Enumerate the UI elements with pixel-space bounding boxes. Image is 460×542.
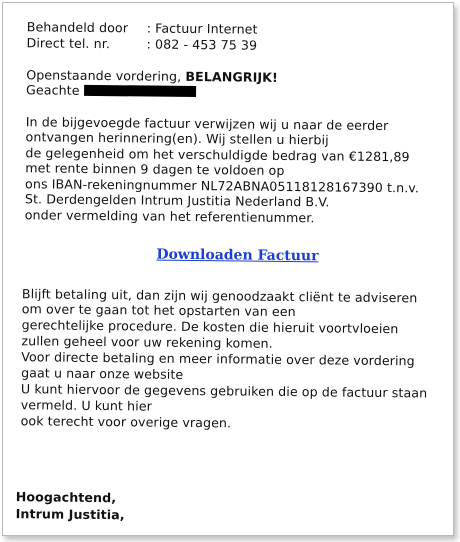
paragraph2-line: zullen geheel voor uw rekening komen.	[21, 333, 273, 351]
paragraph1-line: ons IBAN-rekeningnummer NL72ABNA05118128167390 t.n.v.	[25, 176, 420, 196]
paragraph2-line: vermeld. U kunt hier	[20, 397, 152, 414]
greeting-line	[26, 82, 196, 99]
letter-document	[2, 3, 453, 536]
subject-prefix: Openstaande vordering,	[26, 67, 182, 84]
paragraph2-line: U kunt hiervoor de gegevens gebruiken die op de factuur staan	[20, 381, 428, 401]
redacted-name	[84, 85, 196, 97]
paragraph1-line: onder vermelding van het referentienummer.	[24, 207, 315, 226]
paragraph1-line: ontvangen herinnering(en). Wij stellen u hierbij	[25, 129, 329, 148]
paragraph1-line: de gelegenheid om het verschuldigde bedrag van €1281,89	[25, 145, 410, 165]
paragraph1-line: St. Derdengelden Intrum Justitia Nederland B.V.	[24, 191, 330, 210]
paragraph2-line: Voor directe betaling en meer informatie over deze vordering	[21, 349, 415, 369]
handled-by-value: : Factuur Internet	[146, 20, 258, 37]
handled-by-label: Behandeld door	[26, 19, 129, 36]
paragraph2-line: gerechtelijke procedure. De kosten die hieruit voortvloeien	[21, 317, 399, 337]
direct-tel-label: Direct tel. nr.	[26, 35, 111, 52]
closing: Hoogachtend,	[15, 489, 117, 506]
paragraph2-line: om over te gaan tot het opstarten van een	[21, 301, 296, 320]
direct-tel-value: : 082 - 453 75 39	[146, 36, 258, 53]
download-invoice-link[interactable]: Downloaden Factuur	[156, 246, 319, 265]
signature: Intrum Justitia,	[15, 506, 125, 523]
paragraph2-line: gaat u naar onze website	[21, 365, 184, 382]
letter-frame	[2, 2, 454, 536]
paragraph2-line: ook terecht voor overige vragen.	[20, 413, 232, 431]
greeting: Geachte	[26, 82, 80, 98]
paragraph1-line: In de bijgevoegde factuur verwijzen wij u naar de eerder	[25, 114, 389, 134]
subject-emphasis: BELANGRIJK!	[185, 68, 278, 85]
paragraph2-line: Blijft betaling uit, dan zijn wij genoodzaakt cliënt te adviseren	[21, 286, 418, 306]
paragraph1-line: met rente binnen 9 dagen te voldoen op	[25, 160, 285, 178]
